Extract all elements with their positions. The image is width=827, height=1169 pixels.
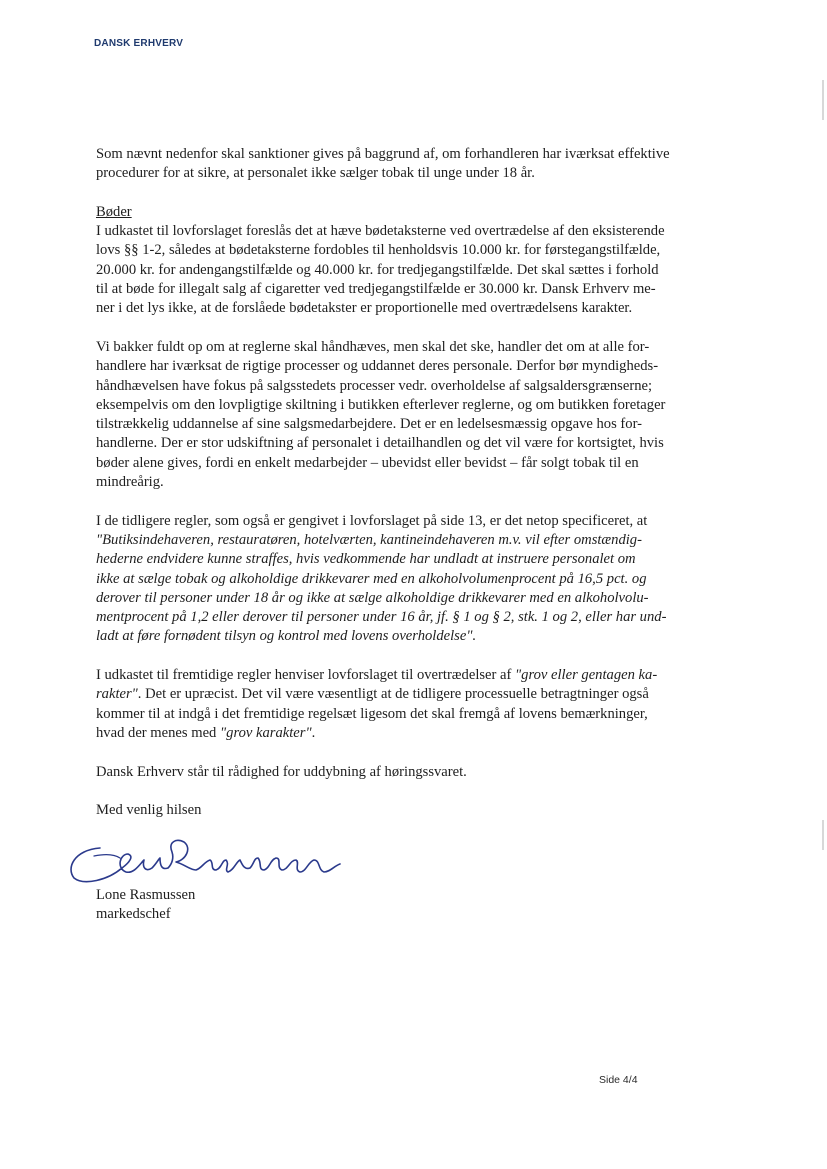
- text-line: handlerne. Der er stor udskiftning af personalet i detailhandlen og det vil være for kortsigtet, hvis: [96, 435, 664, 452]
- text-line: [96, 724, 736, 743]
- paragraph-intro: [96, 145, 736, 184]
- quote-run: "grov karakter": [220, 724, 312, 741]
- paragraph-support: [96, 338, 736, 492]
- paragraph-earlier-rules: [96, 512, 736, 647]
- text-line: kommer til at indgå i det fremtidige regelsæt ligesom det skal fremgå af lovens bemærkninger,: [96, 705, 648, 722]
- text-line: [96, 685, 736, 704]
- paragraph-future-rules: [96, 666, 736, 743]
- text-line: til at bøde for illegalt salg af cigaretter ved tredjegangstilfælde er 30.000 kr. Dansk Erhverv me-: [96, 281, 656, 298]
- quote-line: derover til personer under 18 år og ikke at sælge alkoholdige drikkevarer med en alkoholvolu-: [96, 589, 649, 606]
- text-run: .: [311, 724, 316, 741]
- text-line: Vi bakker fuldt op om at reglerne skal håndhæves, men skal det ske, handler det om at alle for-: [96, 338, 650, 355]
- quote-line: ladt at føre fornødent tilsyn og kontrol med lovens overholdelse".: [96, 628, 477, 645]
- text-line: håndhævelsen have fokus på salgsstedets processer vedr. overholdelse af salgsaldersgrænserne;: [96, 377, 653, 394]
- text-line: Som nævnt nedenfor skal sanktioner gives på baggrund af, om forhandleren har iværksat effektive: [96, 146, 670, 162]
- signer-block: [96, 886, 195, 925]
- quote-line: hederne endvidere kunne straffes, hvis vedkommende har undladt at instruere personalet om: [96, 551, 636, 568]
- handwritten-signature: [64, 834, 354, 890]
- header-brand: DANSK ERHVERV: [94, 38, 184, 49]
- signer-title: markedschef: [96, 906, 171, 923]
- text-line: I udkastet til lovforslaget foreslås det at hæve bødetaksterne ved overtrædelse af den eksisterende: [96, 223, 665, 240]
- text-line: Dansk Erhverv står til rådighed for uddybning af høringssvaret.: [96, 763, 467, 780]
- text-line: procedurer for at sikre, at personalet ikke sælger tobak til unge under 18 år.: [96, 165, 535, 182]
- text-line: handlere har iværksat de rigtige processer og uddannet deres personale. Derfor bør myndigheds-: [96, 358, 659, 375]
- signer-name: Lone Rasmussen: [96, 887, 196, 903]
- quote-run: "grov eller gentagen ka-: [515, 667, 658, 684]
- text-line: mindreårig.: [96, 474, 164, 491]
- text-line: ner i det lys ikke, at de forslåede bødetakster er proportionelle med overtrædelsens karakter.: [96, 300, 633, 317]
- page-number: Side 4/4: [599, 1074, 638, 1086]
- letter-body: [96, 145, 736, 840]
- greeting: Med venlig hilsen: [96, 802, 202, 819]
- text-line: tilstrækkelig uddannelse af sine salgsmedarbejdere. Det er en ledelsesmæssig opgave hos for-: [96, 416, 643, 433]
- text-run: hvad der menes med: [96, 724, 221, 741]
- text-line: 20.000 kr. for andengangstilfælde og 40.000 kr. for tredjegangstilfælde. Det skal sættes i forhold: [96, 261, 659, 278]
- quote-run: rakter": [96, 686, 138, 703]
- text-run: . Det er upræcist. Det vil være væsentligt at de tidligere processuelle betragtninger også: [137, 686, 649, 703]
- text-line: eksempelvis om den lovpligtige skiltning i butikken efterlever reglerne, og om butikken foretager: [96, 396, 666, 413]
- text-line: lovs §§ 1-2, således at bødetaksterne fordobles til henholdsvis 10.000 kr. for førstegangstilfælde,: [96, 242, 661, 259]
- paragraph-availability: [96, 763, 736, 782]
- paragraph-greeting: [96, 801, 736, 820]
- scan-edge-mark: [822, 80, 824, 120]
- paragraph-fines: [96, 203, 736, 319]
- text-run: I udkastet til fremtidige regler henviser lovforslaget til overtrædelser af: [96, 667, 516, 684]
- scan-edge-mark: [822, 820, 824, 850]
- text-line: [96, 666, 736, 685]
- quote-line: "Butiksindehaveren, restauratøren, hotelværten, kantineindehaveren m.v. vil efter omstændig-: [96, 531, 642, 548]
- quote-line: mentprocent på 1,2 eller derover til personer under 16 år, jf. § 1 og § 2, stk. 1 og 2, eller har und-: [96, 609, 667, 626]
- fines-heading: Bøder: [96, 203, 132, 220]
- quote-line: ikke at sælge tobak og alkoholdige drikkevarer med en alkoholvolumenprocent på 16,5 pct. og: [96, 570, 647, 587]
- text-line: I de tidligere regler, som også er gengivet i lovforslaget på side 13, er det netop specificeret, at: [96, 512, 648, 529]
- text-line: bøder alene gives, fordi en enkelt medarbejder – ubevidst eller bevidst – får solgt tobak til en: [96, 454, 639, 471]
